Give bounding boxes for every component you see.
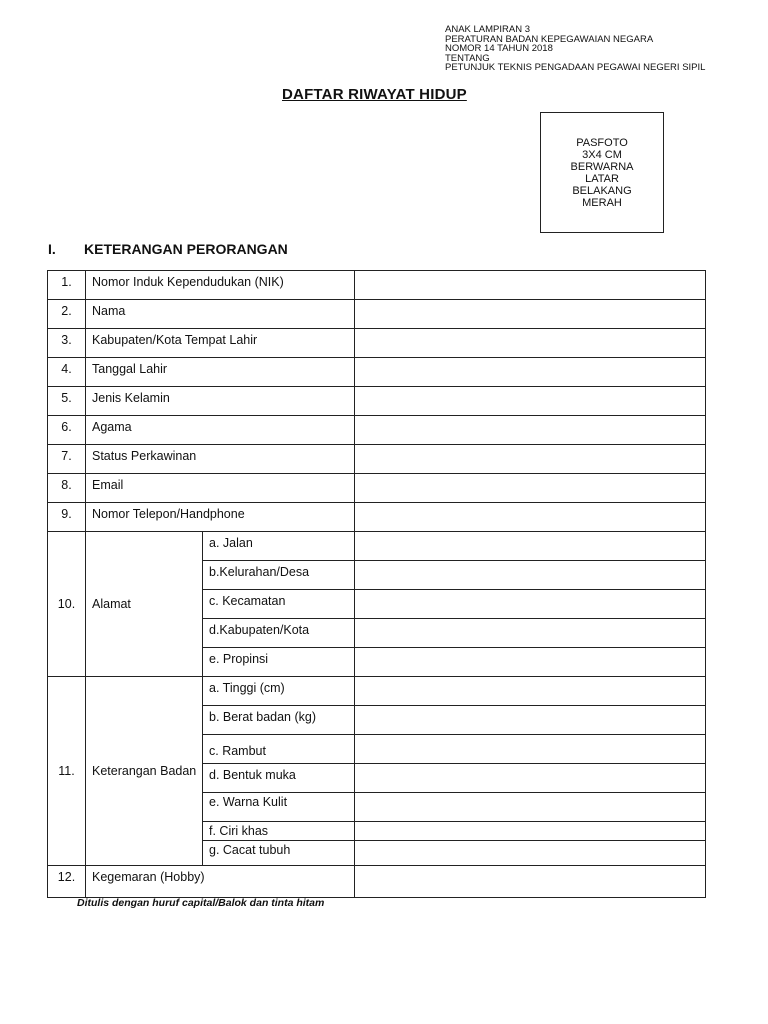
sub-label: b. Berat badan (kg) <box>203 706 355 735</box>
sub-label: d.Kabupaten/Kota <box>203 619 355 648</box>
header-note-line: PETUNJUK TEKNIS PENGADAAN PEGAWAI NEGERI SIPIL <box>445 62 706 73</box>
table-row <box>48 474 706 503</box>
photo-placeholder-line: 3X4 CM <box>582 148 622 161</box>
row-label: Jenis Kelamin <box>86 387 355 416</box>
row-number: 1. <box>48 271 86 300</box>
row-number: 9. <box>48 503 86 532</box>
row-number: 11. <box>48 677 86 866</box>
footer-note: Ditulis dengan huruf capital/Balok dan tinta hitam <box>77 897 325 909</box>
section-number: I. <box>48 241 56 257</box>
photo-placeholder-line: MERAH <box>582 196 622 209</box>
row-number: 3. <box>48 329 86 358</box>
value-field-ciri-khas[interactable] <box>355 822 706 841</box>
row-label: Email <box>86 474 355 503</box>
table-row <box>48 300 706 329</box>
value-field-agama[interactable] <box>355 416 706 445</box>
value-field-kabupaten[interactable] <box>355 619 706 648</box>
sub-label: e. Warna Kulit <box>203 793 355 822</box>
document-title: DAFTAR RIWAYAT HIDUP <box>282 86 467 103</box>
row-number: 5. <box>48 387 86 416</box>
table-row <box>48 329 706 358</box>
row-label: Alamat <box>86 532 203 677</box>
sub-label: b.Kelurahan/Desa <box>203 561 355 590</box>
photo-placeholder-line: BELAKANG <box>572 184 632 197</box>
header-note <box>445 25 705 73</box>
value-field-status-perkawinan[interactable] <box>355 445 706 474</box>
table-row <box>48 532 706 561</box>
header-note-line: PERATURAN BADAN KEPEGAWAIAN NEGARA <box>445 33 654 45</box>
header-note-line: NOMOR 14 TAHUN 2018 <box>445 43 553 54</box>
header-note-line: TENTANG <box>445 52 490 64</box>
row-label: Kegemaran (Hobby) <box>86 866 355 898</box>
sub-label: c. Rambut <box>203 735 355 764</box>
table-row <box>48 445 706 474</box>
section-label: KETERANGAN PERORANGAN <box>84 241 288 257</box>
table-row <box>48 271 706 300</box>
value-field-nik[interactable] <box>355 271 706 300</box>
value-field-nama[interactable] <box>355 300 706 329</box>
sub-label: c. Kecamatan <box>203 590 355 619</box>
photo-placeholder-line: LATAR <box>585 172 619 185</box>
sub-label: a. Jalan <box>203 532 355 561</box>
row-number: 4. <box>48 358 86 387</box>
value-field-tanggal-lahir[interactable] <box>355 358 706 387</box>
row-label: Nomor Induk Kependudukan (NIK) <box>86 271 355 300</box>
value-field-kelurahan[interactable] <box>355 561 706 590</box>
row-number: 12. <box>48 866 86 898</box>
row-label: Nomor Telepon/Handphone <box>86 503 355 532</box>
sub-label: d. Bentuk muka <box>203 764 355 793</box>
row-label: Nama <box>86 300 355 329</box>
row-number: 7. <box>48 445 86 474</box>
value-field-bentuk-muka[interactable] <box>355 764 706 793</box>
photo-placeholder-line: PASFOTO <box>576 136 628 149</box>
value-field-hobby[interactable] <box>355 866 706 898</box>
value-field-jenis-kelamin[interactable] <box>355 387 706 416</box>
row-label: Agama <box>86 416 355 445</box>
row-label: Tanggal Lahir <box>86 358 355 387</box>
value-field-telepon[interactable] <box>355 503 706 532</box>
section-heading <box>48 241 288 257</box>
value-field-rambut[interactable] <box>355 735 706 764</box>
sub-label: e. Propinsi <box>203 648 355 677</box>
table-row <box>48 358 706 387</box>
table-row <box>48 866 706 898</box>
table-row <box>48 387 706 416</box>
row-label: Keterangan Badan <box>86 677 203 866</box>
value-field-berat[interactable] <box>355 706 706 735</box>
sub-label: a. Tinggi (cm) <box>203 677 355 706</box>
photo-placeholder-line: BERWARNA <box>570 160 634 173</box>
row-label: Kabupaten/Kota Tempat Lahir <box>86 329 355 358</box>
table-row <box>48 677 706 706</box>
value-field-jalan[interactable] <box>355 532 706 561</box>
sub-label: g. Cacat tubuh <box>203 841 355 866</box>
sub-label: f. Ciri khas <box>203 822 355 841</box>
header-note-line: ANAK LAMPIRAN 3 <box>445 24 530 35</box>
photo-placeholder <box>540 112 664 233</box>
value-field-warna-kulit[interactable] <box>355 793 706 822</box>
row-number: 8. <box>48 474 86 503</box>
row-number: 6. <box>48 416 86 445</box>
personal-info-table <box>47 270 706 898</box>
value-field-cacat-tubuh[interactable] <box>355 841 706 866</box>
table-row <box>48 416 706 445</box>
value-field-email[interactable] <box>355 474 706 503</box>
value-field-tempat-lahir[interactable] <box>355 329 706 358</box>
row-label: Status Perkawinan <box>86 445 355 474</box>
value-field-tinggi[interactable] <box>355 677 706 706</box>
row-number: 2. <box>48 300 86 329</box>
value-field-kecamatan[interactable] <box>355 590 706 619</box>
row-number: 10. <box>48 532 86 677</box>
table-row <box>48 503 706 532</box>
value-field-propinsi[interactable] <box>355 648 706 677</box>
